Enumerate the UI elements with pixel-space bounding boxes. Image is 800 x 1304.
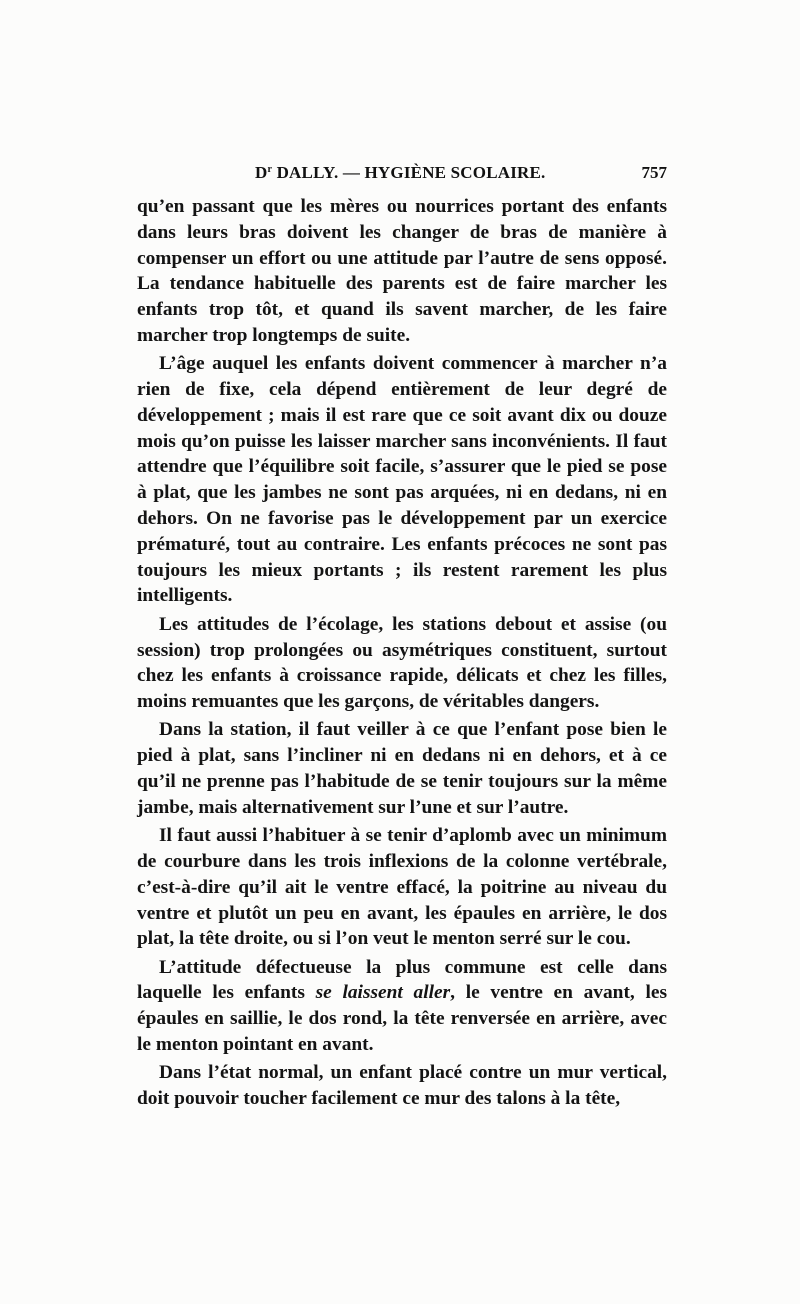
paragraph: [137, 351, 667, 609]
paragraph: [137, 823, 667, 952]
body-text: [137, 194, 667, 1112]
paragraph: [137, 194, 667, 349]
paragraph-text: Dans la station, il faut veiller à ce que l’enfant pose bien le pied à plat, sans l’incliner ni en dedans ni en dehors, et à ce qu’il ne prenne pas l’habitude de se tenir toujours sur la même jambe, mais alternativement sur l’une et sur l’autre.: [137, 719, 667, 818]
paragraph: [137, 612, 667, 715]
running-header: [137, 163, 667, 189]
italic-phrase: se laissent aller: [315, 982, 451, 1004]
paragraph-text: Il faut aussi l’habituer à se tenir d’aplomb avec un minimum de courbure dans les trois inflexions de la colonne vertébrale, c’est-à-dire qu’il ait le ventre effacé, la poitrine au niveau du ventre et plutôt un peu en avant, les épaules en arrière, le dos plat, la tête droite, ou si l’on veut le menton serré sur le cou.: [137, 825, 667, 950]
page-number: 757: [641, 163, 667, 182]
title-text: DALLY. — HYGIÈNE SCOLAIRE.: [272, 163, 546, 182]
paragraph-text: Dans l’état normal, un enfant placé contre un mur vertical, doit pouvoir toucher facilement ce mur des talons à la tête,: [137, 1062, 667, 1110]
paragraph-text: Les attitudes de l’écolage, les stations debout et assise (ou session) trop prolongées ou asymétriques constituent, surtout chez les enfants à croissance rapide, délicats et chez les filles, moins remuantes que les garçons, de véritables dangers.: [137, 613, 667, 713]
paragraph-text: L’attitude défectueuse la plus commune est celle dans laquelle les enfants: [137, 956, 667, 1004]
paragraph-text: , le ventre en avant, les épaules en saillie, le dos rond, la tête renversée en arrière, avec le menton pointant en avant.: [137, 982, 668, 1055]
running-title: [255, 163, 546, 183]
author-superscript: r: [267, 164, 273, 175]
paragraph: [137, 955, 667, 1058]
author-prefix: D: [255, 163, 268, 182]
paragraph-text: L’âge auquel les enfants doivent commencer à marcher n’a rien de fixe, cela dépend entièrement de leur degré de développement ; mais il est rare que ce soit avant dix ou douze mois qu’on puisse les laisser marcher sans inconvénients. Il faut attendre que l’équilibre soit facile, s’assurer que le pied se pose à plat, que les jambes ne sont pas arquées, ni en dedans, ni en dehors. On ne favorise pas le développement par un exercice prématuré, tout au contraire. Les enfants précoces ne sont pas toujours les mieux portants ; ils restent rarement les plus intelligents.: [137, 353, 667, 607]
paragraph: [137, 1060, 667, 1112]
paragraph-text: qu’en passant que les mères ou nourrices portant des enfants dans leurs bras doivent les changer de bras de manière à compenser un effort ou une attitude par l’autre de sens opposé. La tendance habituelle des parents est de faire marcher les enfants trop tôt, et quand ils savent marcher, de les faire marcher trop longtemps de suite.: [137, 196, 667, 346]
paragraph: [137, 717, 667, 820]
